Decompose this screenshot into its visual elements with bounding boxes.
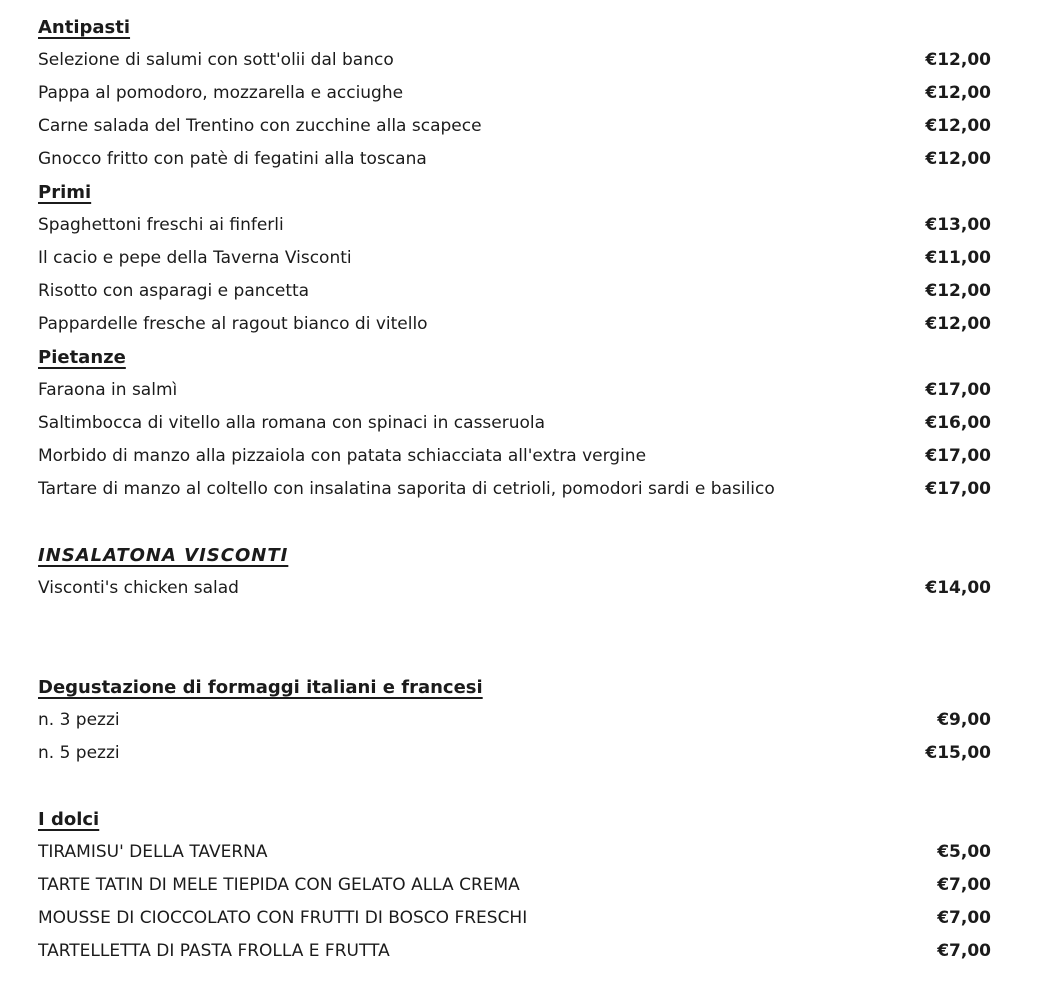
section-insalatona-visconti [38, 539, 991, 605]
dish-name: Saltimbocca di vitello alla romana con spinaci in casseruola [38, 413, 546, 433]
section-antipasti [38, 11, 991, 176]
menu-item-row [38, 737, 991, 770]
menu-item-row [38, 572, 991, 605]
dish-name: Selezione di salumi con sott'olii dal banco [38, 50, 394, 70]
menu-item-row [38, 902, 991, 935]
dish-price: €17,00 [925, 380, 991, 400]
menu-item-row [38, 869, 991, 902]
menu-item-row [38, 242, 991, 275]
section-heading-antipasti: Antipasti [38, 17, 131, 38]
dish-name: Risotto con asparagi e pancetta [38, 281, 310, 301]
dish-name: Tartare di manzo al coltello con insalatina saporita di cetrioli, pomodori sardi e basilico [38, 479, 775, 499]
section-heading-insalatona: INSALATONA VISCONTI [38, 545, 289, 566]
dish-price: €12,00 [925, 281, 991, 301]
dish-name: n. 5 pezzi [38, 743, 120, 763]
dish-price: €16,00 [925, 413, 991, 433]
dish-name: Visconti's chicken salad [38, 578, 239, 598]
menu-item-row [38, 473, 991, 506]
section-primi [38, 176, 991, 341]
dish-price: €12,00 [925, 149, 991, 169]
dish-name: Il cacio e pepe della Taverna Visconti [38, 248, 352, 268]
menu-item-row [38, 407, 991, 440]
dish-name: Morbido di manzo alla pizzaiola con patata schiacciata all'extra vergine [38, 446, 647, 466]
menu-item-row [38, 935, 991, 968]
dish-price: €12,00 [925, 50, 991, 70]
dish-price: €7,00 [937, 875, 991, 895]
dish-name: Pappa al pomodoro, mozzarella e acciughe [38, 83, 404, 103]
dish-name: Gnocco fritto con patè di fegatini alla toscana [38, 149, 427, 169]
section-formaggi [38, 671, 991, 770]
menu-item-row [38, 44, 991, 77]
dish-price: €17,00 [925, 446, 991, 466]
section-pietanze [38, 341, 991, 506]
section-heading-primi: Primi [38, 182, 92, 203]
menu-item-row [38, 77, 991, 110]
dish-name: TIRAMISU' DELLA TAVERNA [38, 842, 268, 862]
dish-price: €9,00 [937, 710, 991, 730]
menu-item-row [38, 836, 991, 869]
section-dolci [38, 803, 991, 968]
menu-item-row [38, 440, 991, 473]
dish-price: €11,00 [925, 248, 991, 268]
dish-price: €7,00 [937, 941, 991, 961]
dish-name: Pappardelle fresche al ragout bianco di vitello [38, 314, 428, 334]
menu-item-row [38, 275, 991, 308]
dish-price: €17,00 [925, 479, 991, 499]
menu-item-row [38, 704, 991, 737]
dish-price: €13,00 [925, 215, 991, 235]
menu-item-row [38, 143, 991, 176]
dish-name: TARTE TATIN DI MELE TIEPIDA CON GELATO ALLA CREMA [38, 875, 520, 895]
dish-name: Carne salada del Trentino con zucchine alla scapece [38, 116, 482, 136]
dish-name: Faraona in salmì [38, 380, 178, 400]
dish-name: TARTELLETTA DI PASTA FROLLA E FRUTTA [38, 941, 390, 961]
section-heading-pietanze: Pietanze [38, 347, 126, 368]
menu-item-row [38, 308, 991, 341]
section-heading-dolci: I dolci [38, 809, 100, 830]
dish-price: €12,00 [925, 116, 991, 136]
menu-item-row [38, 374, 991, 407]
dish-name: MOUSSE DI CIOCCOLATO CON FRUTTI DI BOSCO FRESCHI [38, 908, 528, 928]
section-heading-formaggi: Degustazione di formaggi italiani e francesi [38, 677, 483, 698]
dish-price: €15,00 [925, 743, 991, 763]
menu-item-row [38, 110, 991, 143]
dish-price: €12,00 [925, 314, 991, 334]
dish-price: €12,00 [925, 83, 991, 103]
dish-price: €7,00 [937, 908, 991, 928]
dish-name: n. 3 pezzi [38, 710, 120, 730]
dish-price: €14,00 [925, 578, 991, 598]
dish-price: €5,00 [937, 842, 991, 862]
menu-item-row [38, 209, 991, 242]
dish-name: Spaghettoni freschi ai finferli [38, 215, 284, 235]
